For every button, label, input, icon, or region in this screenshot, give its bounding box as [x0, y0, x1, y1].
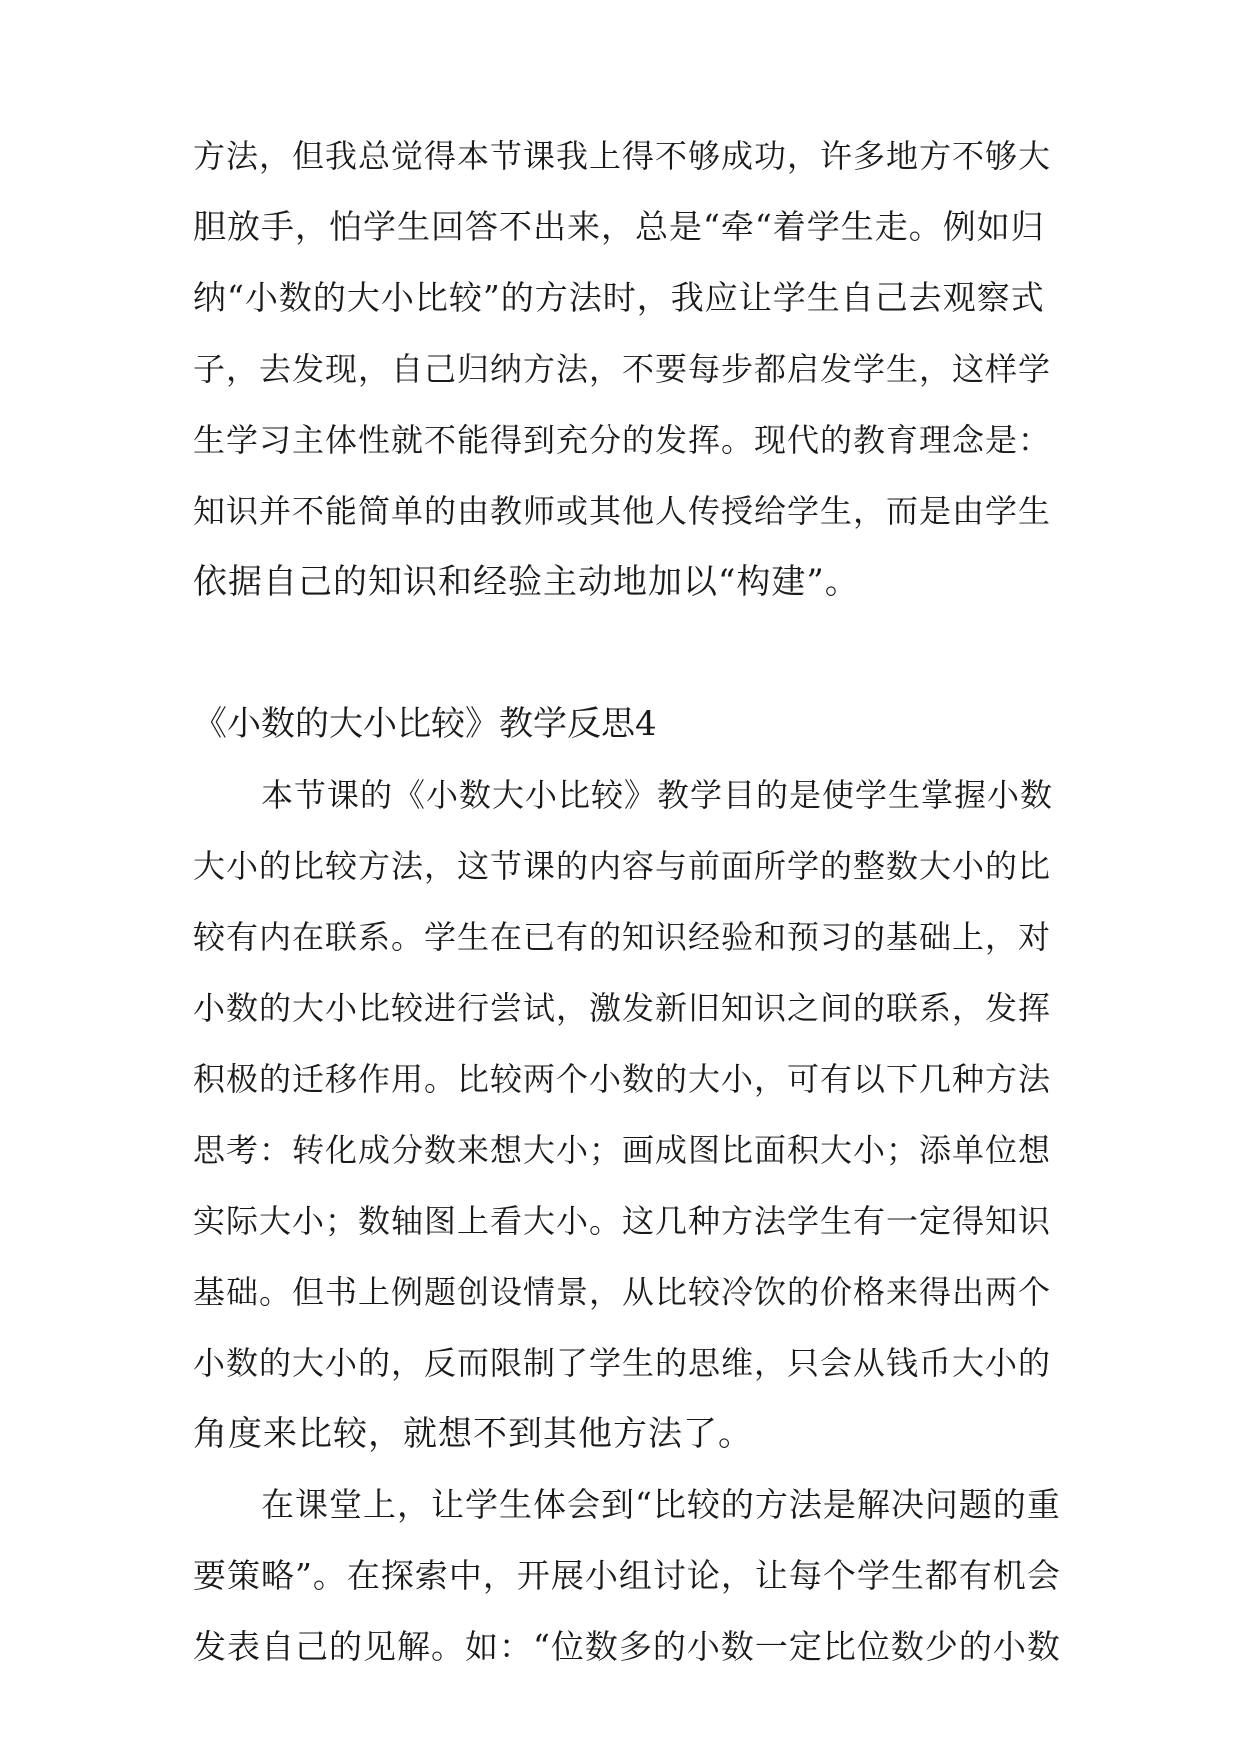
text-line: 思考：转化成分数来想大小；画成图比面积大小；添单位想	[193, 1131, 1052, 1169]
text-line: 小数的大小比较进行尝试，激发新旧知识之间的联系，发挥	[193, 989, 1052, 1027]
text-line: 基础。但书上例题创设情景，从比较冷饮的价格来得出两个	[193, 1273, 1052, 1311]
text-line: 依据自己的知识和经验主动地加以“构建”。	[193, 562, 860, 602]
text-line: 方法，但我总觉得本节课我上得不够成功，许多地方不够大	[193, 137, 1052, 175]
text-line: 胆放手，怕学生回答不出来，总是“牵“着学生走。例如归	[193, 207, 1045, 246]
text-line: 在课堂上，让学生体会到“比较的方法是解决问题的重	[261, 1485, 1061, 1524]
text-line: 生学习主体性就不能得到充分的发挥。现代的教育理念是：	[193, 421, 1052, 459]
text-line: 角度来比较，就想不到其他方法了。	[193, 1414, 753, 1454]
text-line: 子，去发现，自己归纳方法，不要每步都启发学生，这样学	[193, 350, 1052, 388]
text-line: 积极的迁移作用。比较两个小数的大小，可有以下几种方法	[193, 1060, 1052, 1098]
text-line: 发表自己的见解。如：“位数多的小数一定比位数少的小数	[193, 1627, 1061, 1666]
text-line: 大小的比较方法，这节课的内容与前面所学的整数大小的比	[193, 847, 1052, 885]
text-line: 实际大小；数轴图上看大小。这几种方法学生有一定得知识	[193, 1202, 1052, 1240]
text-line: 要策略”。在探索中，开展小组讨论，让每个学生都有机会	[193, 1556, 1061, 1595]
section-title: 《小数的大小比较》教学反思4	[193, 704, 657, 744]
text-line: 较有内在联系。学生在已有的知识经验和预习的基础上，对	[193, 918, 1052, 956]
text-line: 知识并不能简单的由教师或其他人传授给学生，而是由学生	[193, 492, 1052, 530]
text-line: 小数的大小的，反而限制了学生的思维，只会从钱币大小的	[193, 1344, 1052, 1382]
text-line: 本节课的《小数大小比较》教学目的是使学生掌握小数	[261, 776, 1054, 814]
text-line: 纳“小数的大小比较”的方法时，我应让学生自己去观察式	[193, 278, 1045, 317]
